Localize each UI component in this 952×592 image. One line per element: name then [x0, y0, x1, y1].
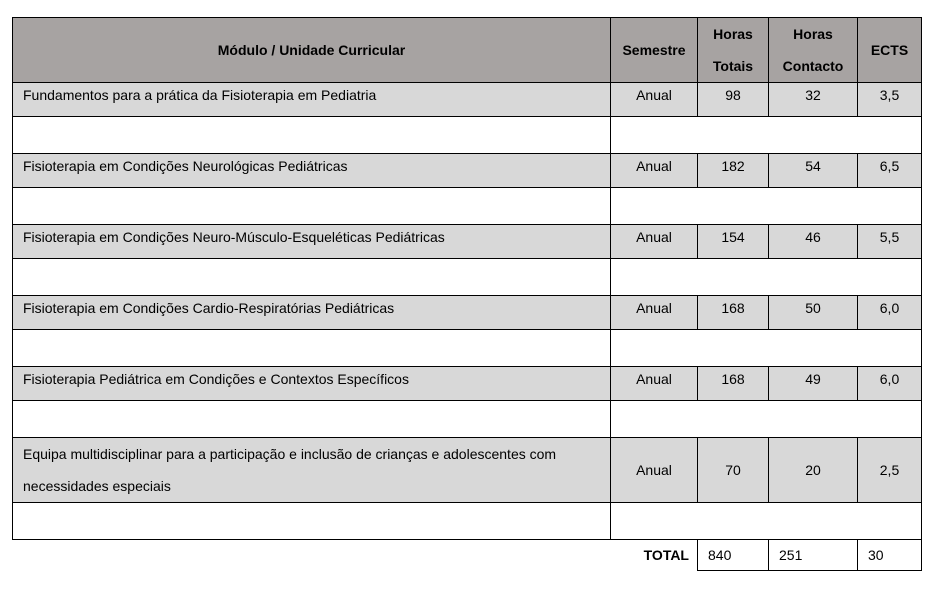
table-row: [13, 367, 922, 401]
ects-sum: 30: [858, 540, 922, 571]
curriculum-table: [12, 17, 922, 571]
spacer-row: [13, 503, 922, 540]
table-row: [13, 438, 922, 503]
header-contact-hours-line2: Contacto: [782, 58, 844, 74]
module-name: Fisioterapia em Condições Cardio-Respiratórias Pediátricas: [13, 296, 611, 330]
ects-cell: 5,5: [858, 225, 922, 259]
total-row: [13, 540, 922, 571]
spacer-row: [13, 330, 922, 367]
ects-cell: 2,5: [858, 438, 922, 503]
contact-hours-cell: 20: [769, 438, 858, 503]
semester-cell: Anual: [611, 296, 698, 330]
total-hours-cell: 182: [698, 154, 769, 188]
spacer-row: [13, 188, 922, 225]
semester-cell: Anual: [611, 154, 698, 188]
header-total-hours: [698, 18, 769, 83]
table-row: [13, 225, 922, 259]
header-module: Módulo / Unidade Curricular: [13, 18, 611, 83]
total-hours-cell: 168: [698, 367, 769, 401]
total-hours-cell: 98: [698, 83, 769, 117]
module-name: Equipa multidisciplinar para a participação e inclusão de crianças e adolescentes com necessidades especiais: [13, 438, 611, 503]
total-label: TOTAL: [611, 540, 698, 571]
spacer-cell: [13, 330, 611, 367]
header-total-hours-line1: Horas: [713, 26, 753, 42]
spacer-cell: [611, 188, 922, 225]
spacer-cell: [13, 259, 611, 296]
header-row: [13, 18, 922, 83]
module-name: Fundamentos para a prática da Fisioterapia em Pediatria: [13, 83, 611, 117]
contact-hours-sum: 251: [769, 540, 858, 571]
module-name: Fisioterapia em Condições Neuro-Músculo-Esqueléticas Pediátricas: [13, 225, 611, 259]
contact-hours-cell: 46: [769, 225, 858, 259]
semester-cell: Anual: [611, 83, 698, 117]
contact-hours-cell: 50: [769, 296, 858, 330]
contact-hours-cell: 32: [769, 83, 858, 117]
ects-cell: 6,5: [858, 154, 922, 188]
total-hours-cell: 154: [698, 225, 769, 259]
total-hours-sum: 840: [698, 540, 769, 571]
spacer-cell: [611, 401, 922, 438]
spacer-row: [13, 117, 922, 154]
table-row: [13, 296, 922, 330]
header-contact-hours-line1: Horas: [793, 26, 833, 42]
spacer-cell: [13, 401, 611, 438]
contact-hours-cell: 54: [769, 154, 858, 188]
spacer-cell: [611, 117, 922, 154]
spacer-cell: [611, 503, 922, 540]
spacer-cell: [13, 503, 611, 540]
spacer-cell: [611, 259, 922, 296]
table-row: [13, 154, 922, 188]
module-name: Fisioterapia Pediátrica em Condições e Contextos Específicos: [13, 367, 611, 401]
header-ects: ECTS: [858, 18, 922, 83]
spacer-row: [13, 401, 922, 438]
spacer-cell: [611, 330, 922, 367]
table-row: [13, 83, 922, 117]
header-semester: Semestre: [611, 18, 698, 83]
ects-cell: 3,5: [858, 83, 922, 117]
spacer-cell: [13, 117, 611, 154]
total-hours-cell: 168: [698, 296, 769, 330]
semester-cell: Anual: [611, 438, 698, 503]
total-blank-cell: [13, 540, 611, 571]
header-contact-hours: [769, 18, 858, 83]
contact-hours-cell: 49: [769, 367, 858, 401]
ects-cell: 6,0: [858, 296, 922, 330]
semester-cell: Anual: [611, 225, 698, 259]
total-hours-cell: 70: [698, 438, 769, 503]
spacer-cell: [13, 188, 611, 225]
semester-cell: Anual: [611, 367, 698, 401]
spacer-row: [13, 259, 922, 296]
header-total-hours-line2: Totais: [712, 58, 754, 74]
module-name: Fisioterapia em Condições Neurológicas Pediátricas: [13, 154, 611, 188]
ects-cell: 6,0: [858, 367, 922, 401]
